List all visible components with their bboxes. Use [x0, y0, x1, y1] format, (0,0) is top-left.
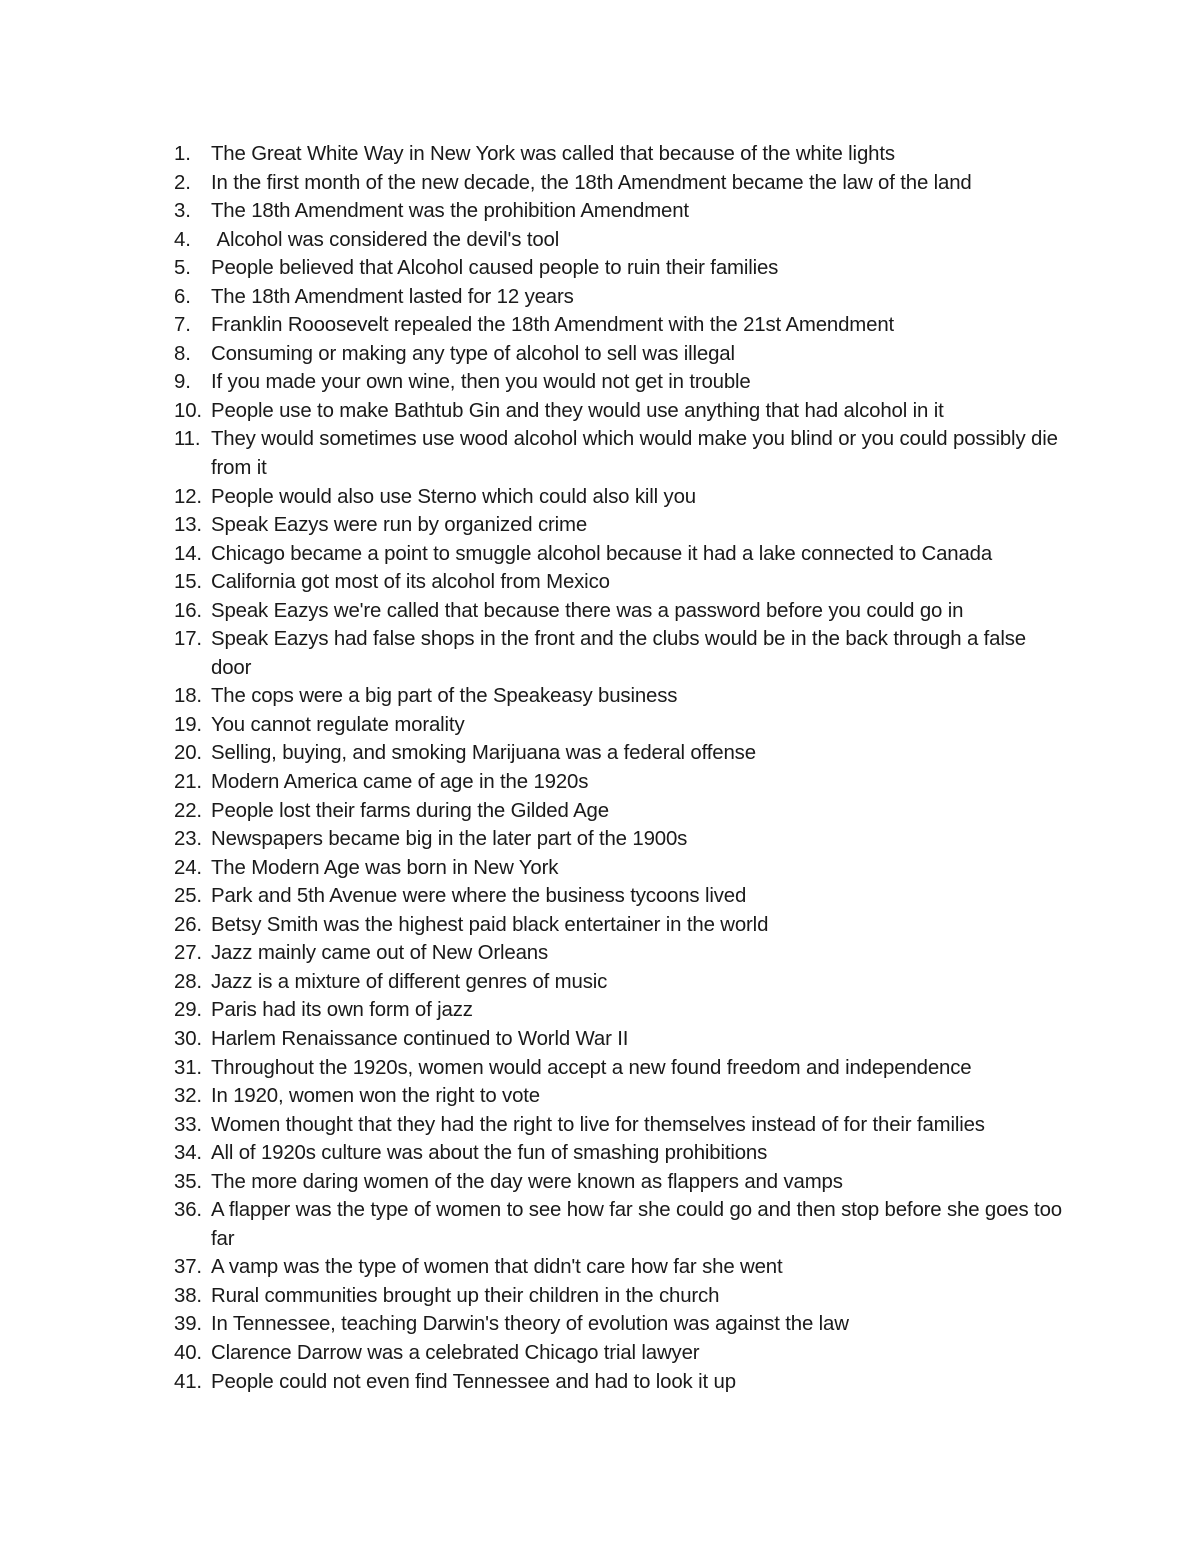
list-item-number: 22. — [174, 799, 202, 822]
numbered-notes-list — [0, 140, 1200, 1396]
list-item-text: A flapper was the type of women to see how far she could go and then stop before she goes too far — [211, 1199, 1068, 1250]
list-item-text: Clarence Darrow was a celebrated Chicago trial lawyer — [211, 1341, 700, 1364]
list-item-text: People could not even find Tennessee and had to look it up — [211, 1370, 736, 1393]
list-item-text: Speak Eazys we're called that because there was a password before you could go in — [211, 599, 964, 622]
list-item — [0, 968, 1200, 997]
list-item-number: 12. — [174, 485, 202, 508]
list-item — [0, 483, 1200, 512]
list-item — [0, 911, 1200, 940]
list-item-text: Betsy Smith was the highest paid black entertainer in the world — [211, 913, 769, 936]
list-item — [0, 797, 1200, 826]
list-item-number: 7. — [174, 314, 191, 337]
list-item-text: Park and 5th Avenue were where the business tycoons lived — [211, 885, 747, 908]
list-item-number: 3. — [174, 200, 191, 223]
list-item-text: Modern America came of age in the 1920s — [211, 771, 589, 794]
list-item-text: People lost their farms during the Gilded Age — [211, 799, 609, 822]
list-item-text: People would also use Sterno which could also kill you — [211, 485, 696, 508]
list-item-number: 19. — [174, 713, 202, 736]
list-item — [0, 1196, 1200, 1253]
list-item-text: People use to make Bathtub Gin and they would use anything that had alcohol in it — [211, 399, 944, 422]
list-item — [0, 540, 1200, 569]
list-item-text: You cannot regulate morality — [211, 713, 465, 736]
list-item-number: 36. — [174, 1199, 202, 1222]
list-item-number: 41. — [174, 1370, 202, 1393]
list-item-number: 15. — [174, 571, 202, 594]
list-item — [0, 397, 1200, 426]
list-item-text: A vamp was the type of women that didn't care how far she went — [211, 1256, 783, 1279]
list-item — [0, 882, 1200, 911]
list-item — [0, 1253, 1200, 1282]
list-item-number: 40. — [174, 1341, 202, 1364]
list-item-text: The 18th Amendment was the prohibition Amendment — [211, 200, 689, 223]
list-item — [0, 1111, 1200, 1140]
list-item — [0, 511, 1200, 540]
list-item — [0, 597, 1200, 626]
list-item — [0, 1282, 1200, 1311]
list-item-text: Rural communities brought up their children in the church — [211, 1284, 720, 1307]
list-item-text: Chicago became a point to smuggle alcohol because it had a lake connected to Canada — [211, 542, 993, 565]
list-item-number: 10. — [174, 399, 202, 422]
list-item — [0, 226, 1200, 255]
list-item-number: 13. — [174, 514, 202, 537]
list-item-text: In the first month of the new decade, the 18th Amendment became the law of the land — [211, 171, 972, 194]
list-item — [0, 1168, 1200, 1197]
list-item-number: 18. — [174, 685, 202, 708]
list-item-number: 27. — [174, 942, 202, 965]
list-item-text: Paris had its own form of jazz — [211, 999, 473, 1022]
list-item — [0, 768, 1200, 797]
list-item-number: 28. — [174, 970, 202, 993]
list-item-number: 11. — [174, 428, 201, 451]
list-item-number: 16. — [174, 599, 202, 622]
list-item-number: 14. — [174, 542, 202, 565]
list-item-text: Selling, buying, and smoking Marijuana was a federal offense — [211, 742, 756, 765]
list-item-text: Throughout the 1920s, women would accept a new found freedom and independence — [211, 1056, 972, 1079]
list-item-number: 2. — [174, 171, 191, 194]
list-item-number: 39. — [174, 1313, 202, 1336]
list-item-number: 31. — [174, 1056, 202, 1079]
list-item — [0, 1310, 1200, 1339]
list-item-text: All of 1920s culture was about the fun of smashing prohibitions — [211, 1142, 768, 1165]
list-item-text: Jazz mainly came out of New Orleans — [211, 942, 548, 965]
list-item — [0, 1054, 1200, 1083]
list-item-number: 29. — [174, 999, 202, 1022]
list-item-text: If you made your own wine, then you would not get in trouble — [211, 371, 751, 394]
list-item-text: California got most of its alcohol from Mexico — [211, 571, 610, 594]
list-item-text: They would sometimes use wood alcohol which would make you blind or you could possibly die from it — [211, 428, 1064, 480]
list-item — [0, 368, 1200, 397]
list-item-text: The cops were a big part of the Speakeasy business — [211, 685, 678, 708]
list-item — [0, 340, 1200, 369]
list-item-text: Franklin Rooosevelt repealed the 18th Amendment with the 21st Amendment — [211, 314, 895, 337]
list-item — [0, 825, 1200, 854]
list-item — [0, 739, 1200, 768]
list-item-text: Women thought that they had the right to live for themselves instead of for their families — [211, 1113, 985, 1136]
list-item-number: 33. — [174, 1113, 202, 1136]
list-item-text: Newspapers became big in the later part of the 1900s — [211, 828, 688, 851]
list-item — [0, 682, 1200, 711]
list-item — [0, 711, 1200, 740]
list-item-number: 17. — [174, 628, 202, 651]
list-item-number: 9. — [174, 371, 191, 394]
list-item-number: 26. — [174, 913, 202, 936]
list-item — [0, 1082, 1200, 1111]
list-item — [0, 568, 1200, 597]
list-item — [0, 1368, 1200, 1397]
list-item — [0, 1139, 1200, 1168]
list-item-text: The more daring women of the day were known as flappers and vamps — [211, 1170, 843, 1193]
list-item-number: 8. — [174, 342, 191, 365]
list-item-text: Alcohol was considered the devil's tool — [211, 228, 560, 251]
list-item — [0, 854, 1200, 883]
list-item-number: 6. — [174, 285, 191, 308]
list-item-number: 32. — [174, 1085, 202, 1108]
list-item-number: 5. — [174, 257, 191, 280]
list-item — [0, 169, 1200, 198]
list-item — [0, 197, 1200, 226]
list-item — [0, 254, 1200, 283]
list-item — [0, 425, 1200, 482]
list-item — [0, 1339, 1200, 1368]
list-item-number: 20. — [174, 742, 202, 765]
list-item-text: Jazz is a mixture of different genres of music — [211, 970, 608, 993]
list-item-text: In Tennessee, teaching Darwin's theory of evolution was against the law — [211, 1313, 849, 1336]
list-item-number: 35. — [174, 1170, 202, 1193]
list-item-number: 21. — [174, 771, 202, 794]
list-item-text: Consuming or making any type of alcohol to sell was illegal — [211, 342, 735, 365]
list-item — [0, 996, 1200, 1025]
list-item-number: 34. — [174, 1142, 202, 1165]
list-item-number: 4. — [174, 228, 191, 251]
list-item-number: 25. — [174, 885, 202, 908]
list-item-text: The 18th Amendment lasted for 12 years — [211, 285, 574, 308]
list-item-text: Harlem Renaissance continued to World War II — [211, 1027, 629, 1050]
list-item-text: Speak Eazys were run by organized crime — [211, 514, 588, 537]
list-item-number: 1. — [174, 143, 191, 165]
list-item — [0, 939, 1200, 968]
list-item-number: 37. — [174, 1256, 202, 1279]
list-item — [0, 1025, 1200, 1054]
list-item — [0, 625, 1200, 682]
list-item-text: The Modern Age was born in New York — [211, 856, 559, 879]
list-item-number: 38. — [174, 1284, 202, 1307]
list-item-number: 24. — [174, 856, 202, 879]
list-item-text: In 1920, women won the right to vote — [211, 1085, 540, 1108]
list-item — [0, 140, 1200, 169]
list-item-text: Speak Eazys had false shops in the front and the clubs would be in the back through a false door — [211, 628, 1032, 679]
list-item-text: People believed that Alcohol caused people to ruin their families — [211, 257, 779, 280]
list-item-number: 30. — [174, 1027, 202, 1050]
list-item — [0, 283, 1200, 312]
list-item — [0, 311, 1200, 340]
list-item-text: The Great White Way in New York was called that because of the white lights — [211, 143, 895, 165]
list-item-number: 23. — [174, 828, 202, 851]
